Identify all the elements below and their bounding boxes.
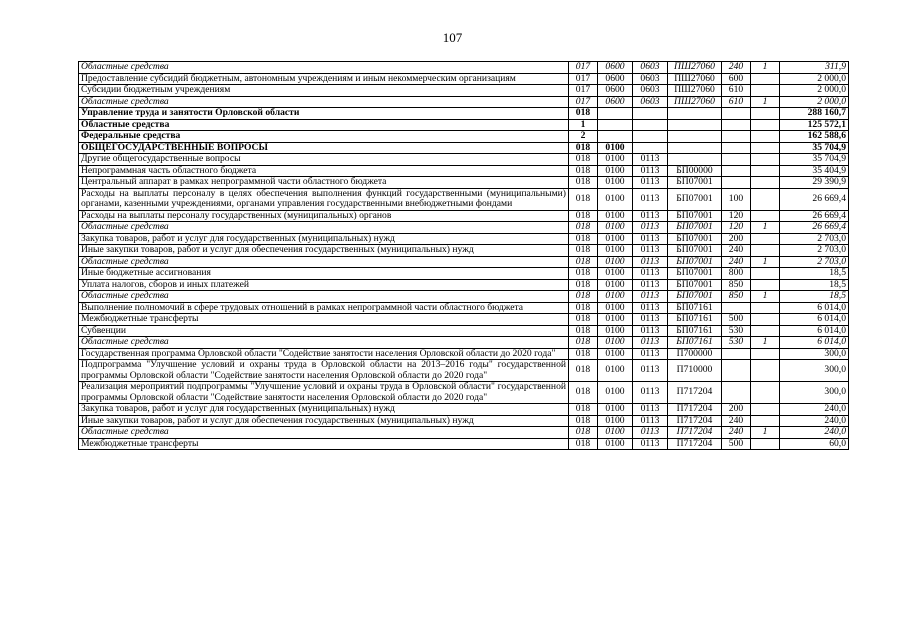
row-target-article-cell: БП07161	[668, 325, 722, 337]
table-row	[79, 96, 849, 108]
row-source-cell	[751, 108, 780, 120]
row-target-article-cell: П717204	[668, 427, 722, 439]
row-source-cell: 1	[751, 222, 780, 234]
row-section-cell: 0100	[598, 404, 633, 416]
row-target-article-cell: П717204	[668, 438, 722, 450]
row-source-cell	[751, 268, 780, 280]
row-name-cell: Областные средства	[79, 256, 569, 268]
row-source-cell	[751, 131, 780, 143]
row-code-cell: 018	[569, 360, 598, 382]
row-target-article-cell: П717204	[668, 382, 722, 404]
row-expense-type-cell: 530	[722, 325, 751, 337]
row-expense-type-cell: 240	[722, 256, 751, 268]
row-section-cell: 0100	[598, 360, 633, 382]
row-name-cell: Межбюджетные трансферты	[79, 438, 569, 450]
row-code-cell: 018	[569, 142, 598, 154]
row-target-article-cell	[668, 131, 722, 143]
row-expense-type-cell: 610	[722, 85, 751, 97]
row-subsection-cell: 0113	[633, 188, 668, 210]
table-row	[79, 142, 849, 154]
table-row	[79, 210, 849, 222]
row-subsection-cell: 0113	[633, 438, 668, 450]
row-subsection-cell	[633, 119, 668, 131]
row-source-cell	[751, 177, 780, 189]
row-subsection-cell: 0113	[633, 302, 668, 314]
row-code-cell: 018	[569, 337, 598, 349]
table-row	[79, 348, 849, 360]
row-target-article-cell: П700000	[668, 348, 722, 360]
row-code-cell: 018	[569, 108, 598, 120]
row-name-cell: Подпрограмма "Улучшение условий и охраны труда в Орловской области на 2013–2016 годы" государственной программы Орловской области "Содействие занятости населения Орловской области до 2020 года"	[79, 360, 569, 382]
row-section-cell: 0100	[598, 177, 633, 189]
table-row	[79, 268, 849, 280]
table-row	[79, 256, 849, 268]
row-amount-cell: 125 572,1	[780, 119, 849, 131]
row-expense-type-cell	[722, 108, 751, 120]
row-name-cell: Другие общегосударственные вопросы	[79, 154, 569, 166]
row-code-cell: 018	[569, 291, 598, 303]
row-target-article-cell: БП07001	[668, 210, 722, 222]
row-amount-cell: 26 669,4	[780, 188, 849, 210]
row-amount-cell: 240,0	[780, 404, 849, 416]
row-amount-cell: 240,0	[780, 427, 849, 439]
row-target-article-cell	[668, 119, 722, 131]
row-amount-cell: 2 000,0	[780, 96, 849, 108]
row-subsection-cell: 0113	[633, 256, 668, 268]
row-subsection-cell: 0603	[633, 85, 668, 97]
row-name-cell: Областные средства	[79, 427, 569, 439]
row-name-cell: Закупка товаров, работ и услуг для государственных (муниципальных) нужд	[79, 233, 569, 245]
row-code-cell: 018	[569, 233, 598, 245]
row-amount-cell: 35 704,9	[780, 154, 849, 166]
row-amount-cell: 18,5	[780, 291, 849, 303]
row-code-cell: 018	[569, 348, 598, 360]
row-code-cell: 018	[569, 382, 598, 404]
row-amount-cell: 26 669,4	[780, 222, 849, 234]
budget-table	[78, 61, 849, 450]
row-name-cell: Областные средства	[79, 62, 569, 74]
row-code-cell: 018	[569, 245, 598, 257]
table-row	[79, 382, 849, 404]
row-expense-type-cell	[722, 348, 751, 360]
row-section-cell	[598, 119, 633, 131]
row-amount-cell: 18,5	[780, 279, 849, 291]
row-name-cell: Государственная программа Орловской области "Содействие занятости населения Орловской области до 2020 года"	[79, 348, 569, 360]
row-source-cell	[751, 382, 780, 404]
row-source-cell	[751, 210, 780, 222]
row-expense-type-cell: 850	[722, 279, 751, 291]
table-row	[79, 222, 849, 234]
row-source-cell: 1	[751, 291, 780, 303]
row-target-article-cell	[668, 154, 722, 166]
row-section-cell: 0100	[598, 245, 633, 257]
table-row	[79, 177, 849, 189]
row-expense-type-cell: 120	[722, 222, 751, 234]
row-section-cell: 0600	[598, 96, 633, 108]
row-code-cell: 018	[569, 177, 598, 189]
row-name-cell: Предоставление субсидий бюджетным, автономным учреждениям и иным некоммерческим организациям	[79, 73, 569, 85]
row-section-cell: 0100	[598, 302, 633, 314]
row-name-cell: Иные бюджетные ассигнования	[79, 268, 569, 280]
row-target-article-cell: БП07001	[668, 233, 722, 245]
row-code-cell: 018	[569, 325, 598, 337]
table-row	[79, 337, 849, 349]
row-subsection-cell: 0113	[633, 154, 668, 166]
row-subsection-cell: 0113	[633, 325, 668, 337]
row-target-article-cell	[668, 142, 722, 154]
row-name-cell: Субсидии бюджетным учреждениям	[79, 85, 569, 97]
row-amount-cell: 18,5	[780, 268, 849, 280]
row-code-cell: 018	[569, 314, 598, 326]
row-section-cell: 0100	[598, 142, 633, 154]
row-expense-type-cell: 600	[722, 73, 751, 85]
row-amount-cell: 300,0	[780, 348, 849, 360]
row-name-cell: Федеральные средства	[79, 131, 569, 143]
row-name-cell: Областные средства	[79, 291, 569, 303]
row-subsection-cell: 0113	[633, 360, 668, 382]
row-target-article-cell: БП07161	[668, 302, 722, 314]
table-row	[79, 404, 849, 416]
row-section-cell: 0100	[598, 268, 633, 280]
row-code-cell: 017	[569, 73, 598, 85]
row-subsection-cell: 0113	[633, 222, 668, 234]
row-subsection-cell	[633, 108, 668, 120]
row-name-cell: Центральный аппарат в рамках непрограммной части областного бюджета	[79, 177, 569, 189]
row-section-cell: 0600	[598, 85, 633, 97]
row-source-cell	[751, 245, 780, 257]
row-amount-cell: 35 404,9	[780, 165, 849, 177]
row-code-cell: 018	[569, 256, 598, 268]
row-code-cell: 018	[569, 427, 598, 439]
row-source-cell	[751, 119, 780, 131]
row-amount-cell: 2 703,0	[780, 233, 849, 245]
row-amount-cell: 60,0	[780, 438, 849, 450]
row-name-cell: Субвенции	[79, 325, 569, 337]
row-amount-cell: 2 000,0	[780, 73, 849, 85]
row-expense-type-cell: 100	[722, 188, 751, 210]
row-subsection-cell: 0603	[633, 62, 668, 74]
table-row	[79, 165, 849, 177]
row-section-cell: 0100	[598, 438, 633, 450]
row-expense-type-cell	[722, 360, 751, 382]
row-subsection-cell	[633, 142, 668, 154]
row-section-cell: 0600	[598, 73, 633, 85]
row-code-cell: 018	[569, 188, 598, 210]
row-amount-cell: 240,0	[780, 415, 849, 427]
row-section-cell: 0100	[598, 210, 633, 222]
row-expense-type-cell	[722, 382, 751, 404]
row-amount-cell: 29 390,9	[780, 177, 849, 189]
table-row	[79, 438, 849, 450]
row-amount-cell: 162 588,6	[780, 131, 849, 143]
row-code-cell: 017	[569, 62, 598, 74]
row-amount-cell: 6 014,0	[780, 314, 849, 326]
row-code-cell: 018	[569, 222, 598, 234]
row-source-cell	[751, 142, 780, 154]
table-row	[79, 131, 849, 143]
row-subsection-cell: 0113	[633, 382, 668, 404]
row-target-article-cell: БП07001	[668, 177, 722, 189]
row-target-article-cell: ПШ27060	[668, 73, 722, 85]
row-name-cell: Областные средства	[79, 119, 569, 131]
row-subsection-cell: 0113	[633, 165, 668, 177]
row-code-cell: 018	[569, 268, 598, 280]
row-name-cell: Расходы на выплаты персоналу в целях обеспечения выполнения функций государственными (муниципальными) органами, казенными учреждениями, органами управления государственными внебюджетными фондами	[79, 188, 569, 210]
row-name-cell: Расходы на выплаты персоналу государственных (муниципальных) органов	[79, 210, 569, 222]
row-section-cell: 0100	[598, 233, 633, 245]
table-row	[79, 245, 849, 257]
row-name-cell: Уплата налогов, сборов и иных платежей	[79, 279, 569, 291]
table-row	[79, 62, 849, 74]
row-source-cell	[751, 348, 780, 360]
row-subsection-cell: 0113	[633, 210, 668, 222]
table-row	[79, 188, 849, 210]
row-expense-type-cell	[722, 131, 751, 143]
row-expense-type-cell	[722, 165, 751, 177]
row-subsection-cell: 0113	[633, 268, 668, 280]
table-row	[79, 360, 849, 382]
table-row	[79, 119, 849, 131]
row-subsection-cell: 0113	[633, 291, 668, 303]
row-subsection-cell: 0113	[633, 177, 668, 189]
row-section-cell: 0100	[598, 314, 633, 326]
row-expense-type-cell: 800	[722, 268, 751, 280]
row-source-cell	[751, 415, 780, 427]
row-target-article-cell: БП07001	[668, 279, 722, 291]
row-name-cell: Иные закупки товаров, работ и услуг для обеспечения государственных (муниципальных) нужд	[79, 415, 569, 427]
row-section-cell: 0100	[598, 154, 633, 166]
row-section-cell: 0100	[598, 348, 633, 360]
row-expense-type-cell: 850	[722, 291, 751, 303]
row-target-article-cell: БП07001	[668, 291, 722, 303]
row-section-cell	[598, 108, 633, 120]
row-subsection-cell: 0113	[633, 348, 668, 360]
row-subsection-cell: 0113	[633, 415, 668, 427]
row-source-cell	[751, 302, 780, 314]
table-row	[79, 302, 849, 314]
row-subsection-cell: 0603	[633, 96, 668, 108]
row-expense-type-cell: 200	[722, 404, 751, 416]
row-target-article-cell: БП07001	[668, 222, 722, 234]
row-amount-cell: 6 014,0	[780, 337, 849, 349]
row-expense-type-cell: 240	[722, 245, 751, 257]
row-source-cell	[751, 438, 780, 450]
row-code-cell: 018	[569, 438, 598, 450]
row-amount-cell: 300,0	[780, 382, 849, 404]
row-source-cell: 1	[751, 62, 780, 74]
row-name-cell: Областные средства	[79, 337, 569, 349]
row-amount-cell: 300,0	[780, 360, 849, 382]
row-expense-type-cell: 610	[722, 96, 751, 108]
row-expense-type-cell	[722, 177, 751, 189]
row-section-cell: 0100	[598, 427, 633, 439]
row-target-article-cell: БП07001	[668, 268, 722, 280]
row-subsection-cell: 0113	[633, 314, 668, 326]
row-target-article-cell: БП07001	[668, 256, 722, 268]
row-subsection-cell: 0113	[633, 427, 668, 439]
row-name-cell: ОБЩЕГОСУДАРСТВЕННЫЕ ВОПРОСЫ	[79, 142, 569, 154]
row-amount-cell: 288 160,7	[780, 108, 849, 120]
row-section-cell: 0100	[598, 188, 633, 210]
row-section-cell: 0600	[598, 62, 633, 74]
row-subsection-cell: 0603	[633, 73, 668, 85]
row-subsection-cell: 0113	[633, 279, 668, 291]
row-code-cell: 018	[569, 302, 598, 314]
row-name-cell: Реализация мероприятий подпрограммы "Улучшение условий и охраны труда в Орловской области" государственной программы Орловской области "Содействие занятости населения Орловской области до 2020 года"	[79, 382, 569, 404]
table-row	[79, 415, 849, 427]
row-target-article-cell: БП07001	[668, 188, 722, 210]
row-section-cell	[598, 131, 633, 143]
table-row	[79, 85, 849, 97]
row-code-cell: 018	[569, 165, 598, 177]
row-subsection-cell	[633, 131, 668, 143]
row-source-cell	[751, 279, 780, 291]
row-source-cell: 1	[751, 337, 780, 349]
row-code-cell: 1	[569, 119, 598, 131]
row-expense-type-cell: 240	[722, 427, 751, 439]
row-target-article-cell: П717204	[668, 415, 722, 427]
row-amount-cell: 2 703,0	[780, 245, 849, 257]
row-name-cell: Закупка товаров, работ и услуг для государственных (муниципальных) нужд	[79, 404, 569, 416]
row-amount-cell: 6 014,0	[780, 325, 849, 337]
row-expense-type-cell: 530	[722, 337, 751, 349]
row-code-cell: 018	[569, 154, 598, 166]
row-code-cell: 2	[569, 131, 598, 143]
row-source-cell	[751, 165, 780, 177]
row-code-cell: 017	[569, 96, 598, 108]
row-source-cell: 1	[751, 256, 780, 268]
table-row	[79, 314, 849, 326]
row-name-cell: Областные средства	[79, 222, 569, 234]
row-target-article-cell: ПШ27060	[668, 85, 722, 97]
row-target-article-cell: БП07161	[668, 314, 722, 326]
row-name-cell: Управление труда и занятости Орловской области	[79, 108, 569, 120]
row-section-cell: 0100	[598, 222, 633, 234]
row-target-article-cell	[668, 108, 722, 120]
row-expense-type-cell: 240	[722, 62, 751, 74]
row-source-cell	[751, 404, 780, 416]
row-source-cell: 1	[751, 96, 780, 108]
table-row	[79, 325, 849, 337]
row-expense-type-cell	[722, 302, 751, 314]
row-name-cell: Выполнение полномочий в сфере трудовых отношений в рамках непрограммной части областного бюджета	[79, 302, 569, 314]
table-row	[79, 279, 849, 291]
row-name-cell: Межбюджетные трансферты	[79, 314, 569, 326]
row-amount-cell: 6 014,0	[780, 302, 849, 314]
row-expense-type-cell: 240	[722, 415, 751, 427]
row-expense-type-cell: 120	[722, 210, 751, 222]
row-expense-type-cell: 500	[722, 438, 751, 450]
row-source-cell	[751, 233, 780, 245]
row-code-cell: 018	[569, 404, 598, 416]
row-subsection-cell: 0113	[633, 404, 668, 416]
row-subsection-cell: 0113	[633, 337, 668, 349]
row-target-article-cell: П710000	[668, 360, 722, 382]
row-amount-cell: 311,9	[780, 62, 849, 74]
row-amount-cell: 2 000,0	[780, 85, 849, 97]
row-target-article-cell: БП00000	[668, 165, 722, 177]
row-name-cell: Иные закупки товаров, работ и услуг для обеспечения государственных (муниципальных) нужд	[79, 245, 569, 257]
row-target-article-cell: ПШ27060	[668, 62, 722, 74]
row-expense-type-cell: 500	[722, 314, 751, 326]
row-section-cell: 0100	[598, 415, 633, 427]
row-section-cell: 0100	[598, 279, 633, 291]
table-row	[79, 154, 849, 166]
table-row	[79, 233, 849, 245]
row-code-cell: 018	[569, 279, 598, 291]
row-expense-type-cell	[722, 119, 751, 131]
row-expense-type-cell	[722, 142, 751, 154]
row-name-cell: Непрограммная часть областного бюджета	[79, 165, 569, 177]
row-code-cell: 018	[569, 415, 598, 427]
row-source-cell	[751, 314, 780, 326]
row-target-article-cell: П717204	[668, 404, 722, 416]
row-section-cell: 0100	[598, 165, 633, 177]
row-target-article-cell: БП07001	[668, 245, 722, 257]
row-amount-cell: 26 669,4	[780, 210, 849, 222]
row-source-cell	[751, 360, 780, 382]
row-target-article-cell: БП07161	[668, 337, 722, 349]
row-source-cell	[751, 325, 780, 337]
row-amount-cell: 2 703,0	[780, 256, 849, 268]
table-row	[79, 427, 849, 439]
row-name-cell: Областные средства	[79, 96, 569, 108]
row-section-cell: 0100	[598, 382, 633, 404]
row-expense-type-cell: 200	[722, 233, 751, 245]
row-section-cell: 0100	[598, 256, 633, 268]
row-code-cell: 017	[569, 85, 598, 97]
row-source-cell	[751, 73, 780, 85]
table-row	[79, 108, 849, 120]
row-subsection-cell: 0113	[633, 233, 668, 245]
row-subsection-cell: 0113	[633, 245, 668, 257]
row-section-cell: 0100	[598, 337, 633, 349]
row-source-cell	[751, 154, 780, 166]
row-section-cell: 0100	[598, 325, 633, 337]
row-expense-type-cell	[722, 154, 751, 166]
row-code-cell: 018	[569, 210, 598, 222]
table-row	[79, 73, 849, 85]
row-target-article-cell: ПШ27060	[668, 96, 722, 108]
row-source-cell: 1	[751, 427, 780, 439]
row-source-cell	[751, 188, 780, 210]
page-number: 107	[442, 30, 463, 45]
table-row	[79, 291, 849, 303]
row-amount-cell: 35 704,9	[780, 142, 849, 154]
row-section-cell: 0100	[598, 291, 633, 303]
row-source-cell	[751, 85, 780, 97]
